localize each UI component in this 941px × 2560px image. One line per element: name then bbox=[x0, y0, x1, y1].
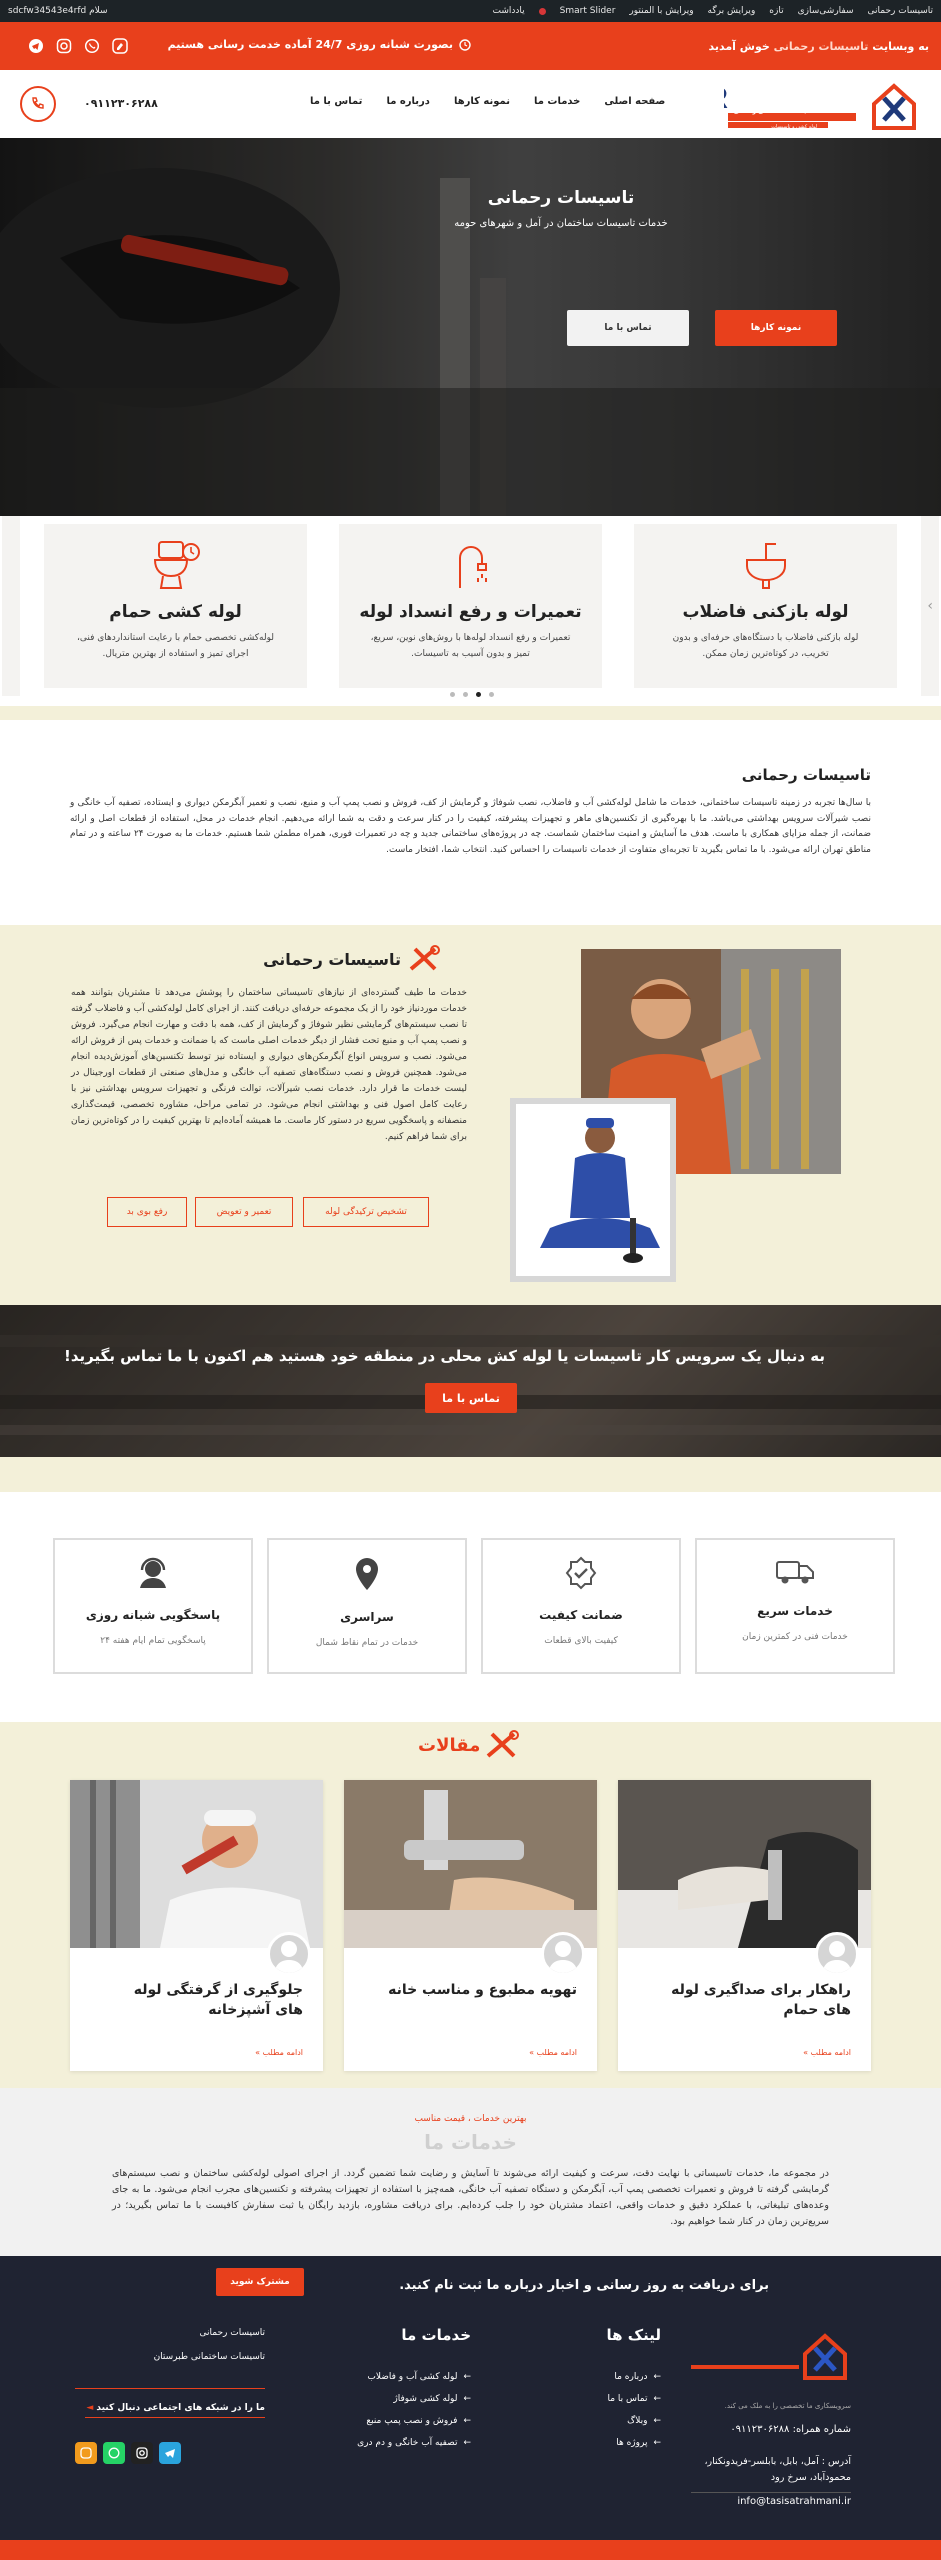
about-title: تاسیسات رحمانی bbox=[741, 766, 871, 784]
faucet-icon bbox=[448, 538, 494, 590]
article-title[interactable]: جلوگیری از گرفتگی لوله های آشپزخانه bbox=[133, 1982, 303, 2018]
carousel-edge bbox=[2, 516, 20, 696]
service-hours: بصورت شبانه روزی 24/7 آماده خدمت رسانی هستیم bbox=[168, 38, 471, 51]
cta-background-image bbox=[0, 1305, 941, 1457]
author-avatar bbox=[541, 1932, 585, 1976]
eitaa-icon[interactable] bbox=[75, 2442, 97, 2464]
truck-icon bbox=[775, 1556, 815, 1586]
location-pin-icon bbox=[353, 1556, 381, 1592]
footer-service-link[interactable]: ←تصفیه آب خانگی و دم دری bbox=[357, 2438, 471, 2448]
service-desc: لوله بازکنی فاضلاب با دستگاه‌های حرفه‌ای و بدون تخریب، در کوتاه‌ترین زمان ممکن. bbox=[672, 633, 859, 659]
carousel-dot[interactable] bbox=[463, 692, 468, 697]
footer-link[interactable]: ←وبلاگ bbox=[627, 2416, 661, 2426]
tag-button[interactable]: تشخیص ترکیدگی لوله bbox=[303, 1197, 429, 1227]
section-divider bbox=[0, 706, 941, 720]
feature-box bbox=[481, 1538, 681, 1674]
feature-box-title: پاسخگویی شبانه روزی bbox=[85, 1608, 221, 1622]
newsletter-bar bbox=[0, 2256, 941, 2318]
top-bar bbox=[0, 22, 941, 70]
feature-text: خدمات ما طیف گسترده‌ای از نیازهای تاسیساتی ساختمان را پوشش می‌دهد تا مشتریان بتوانند همه خدمات موردنیاز خود را از یک مجموعه حرفه‌ای دریافت کنند. از اجرای کامل لوله‌کشی آب و فاضلاب گرفته تا نصب سیستم‌های گرمایشی نظیر شوفاژ و گرمایش از کف، همه با دقت و مهارت انجام می‌گیرد. فروش و نصب پمپ آب و منبع تحت فشار از دیگر خدمات اصلی ماست که با ضمانت و خدمات پس از فروش ارائه می‌شود. نصب و سرویس انواع آبگرمکن‌های دیواری و ایستاده نیز توسط تکنسین‌های آموزش‌دیده انجام می‌شود. همچنین فروش و نصب دستگاه‌های تصفیه آب خانگی و مدل‌های صنعتی از قطعات اورجینال در لیست خدمات ما قرار دارد. خدمات نصب شیرآلات، توالت فرنگی و تجهیزات سرویس بهداشتی نیز با رعایت کامل اصول فنی و بهداشتی انجام می‌شود. در تمامی مراحل، مشاوره تخصصی، قیمت‌گذاری منصفانه و پاسخگویی سریع در دستور کار ماست. ما همیشه آماده‌ایم تا بهترین کیفیت را در کوتاه‌ترین زمان برای شما فراهم کنیم. bbox=[71, 988, 467, 1142]
article-card[interactable] bbox=[618, 1780, 871, 2071]
newsletter-text: برای دریافت به روز رسانی و اخبار درباره ما ثبت نام کنید. bbox=[399, 2278, 769, 2293]
article-card[interactable] bbox=[344, 1780, 597, 2071]
read-more-link[interactable]: ادامه مطلب » bbox=[803, 2048, 851, 2057]
whatsapp-icon[interactable] bbox=[84, 38, 100, 54]
footer-social bbox=[75, 2442, 265, 2464]
service-title: لوله بازکنی فاضلاب bbox=[682, 602, 849, 622]
wp-menu-item[interactable]: تاسیسات رحمانی bbox=[867, 6, 933, 16]
support-agent-icon bbox=[136, 1556, 170, 1590]
service-card[interactable] bbox=[339, 524, 602, 688]
footer-links-column bbox=[541, 2326, 661, 2460]
carousel-dot[interactable] bbox=[489, 692, 494, 697]
hero-portfolio-button[interactable]: نمونه کارها bbox=[715, 310, 837, 346]
feature-box bbox=[53, 1538, 253, 1674]
telegram-icon[interactable] bbox=[159, 2442, 181, 2464]
wp-menu-item[interactable]: یادداشت bbox=[492, 6, 525, 16]
quality-badge-icon bbox=[564, 1556, 598, 1590]
services-carousel bbox=[0, 516, 941, 706]
instagram-icon[interactable] bbox=[131, 2442, 153, 2464]
nav-about[interactable]: درباره ما bbox=[386, 96, 430, 107]
feature-box-desc: خدمات در تمام نقاط شمال bbox=[315, 1638, 419, 1648]
service-desc: لوله‌کشی تخصصی حمام با رعایت استانداردهای فنی، اجرای تمیز و استفاده از بهترین متریال. bbox=[76, 633, 275, 659]
cta-title: به دنبال یک سرویس کار تاسیسات یا لوله کش محلی در منطقه خود هستید هم اکنون با ما تماس بگیرید! bbox=[64, 1347, 825, 1365]
carousel-next-icon[interactable]: › bbox=[927, 598, 933, 614]
social-links bbox=[28, 38, 128, 54]
nav-portfolio[interactable]: نمونه کارها bbox=[453, 96, 510, 107]
telegram-icon[interactable] bbox=[28, 38, 44, 54]
editor-icon[interactable] bbox=[112, 38, 128, 54]
wp-menu-item[interactable]: سفارشی‌سازی bbox=[797, 6, 854, 16]
services-title: خدمات ما bbox=[424, 2130, 517, 2154]
whatsapp-icon[interactable] bbox=[103, 2442, 125, 2464]
service-title: تعمیرات و رفع انسداد لوله bbox=[359, 602, 582, 622]
feature-box-title: خدمات سریع bbox=[757, 1604, 833, 1618]
footer-phone[interactable]: شماره همراه: ۰۹۱۱۲۳۰۶۲۸۸ bbox=[730, 2424, 851, 2435]
welcome-text: به وبسایت تاسیسات رحمانی خوش آمدید bbox=[708, 39, 929, 53]
tag-button[interactable]: تعمیر و تعویض bbox=[195, 1197, 293, 1227]
footer-email[interactable]: info@tasisatrahmani.ir bbox=[737, 2496, 851, 2507]
tools-icon bbox=[484, 1730, 522, 1760]
footer-service-link[interactable]: ←فروش و نصب پمپ منبع bbox=[366, 2416, 471, 2426]
footer-link[interactable]: ←پروژه ها bbox=[616, 2438, 661, 2448]
footer-links-title: لینک ها bbox=[606, 2326, 661, 2344]
feature-box bbox=[695, 1538, 895, 1674]
service-card[interactable] bbox=[634, 524, 897, 688]
cta-contact-button[interactable]: تماس با ما bbox=[425, 1383, 517, 1413]
articles-section bbox=[0, 1722, 941, 2088]
site-header bbox=[0, 70, 941, 138]
article-title[interactable]: تهویه مطبوع و مناسب خانه bbox=[388, 1982, 577, 1998]
nav-contact[interactable]: تماس با ما bbox=[310, 96, 363, 107]
admin-user[interactable]: سلام sdcfw34543e4rfd bbox=[8, 6, 108, 16]
main-nav bbox=[310, 96, 665, 107]
status-dot-icon bbox=[539, 8, 546, 15]
footer-divider bbox=[85, 2417, 265, 2418]
tools-icon bbox=[407, 945, 441, 973]
footer-service-link[interactable]: ←لوله کشی آب و فاضلاب bbox=[367, 2372, 471, 2382]
nav-services[interactable]: خدمات ما bbox=[533, 96, 581, 107]
footer-services-column bbox=[321, 2326, 471, 2460]
svg-text:PLUMER bbox=[724, 82, 728, 115]
wp-menu-item[interactable]: تازه bbox=[769, 6, 784, 16]
article-image bbox=[618, 1780, 871, 1948]
service-card[interactable] bbox=[44, 524, 307, 688]
wp-menu-item[interactable]: ویرایش برگه bbox=[707, 6, 756, 16]
feature-box bbox=[267, 1538, 467, 1674]
hero-subtitle: خدمات تاسیسات ساختمان در آمل و شهرهای حومه bbox=[454, 218, 668, 229]
services-intro bbox=[0, 2088, 941, 2256]
feature-box-desc: پاسخگویی تمام ایام هفته ۲۴ bbox=[100, 1636, 206, 1646]
brand-logo[interactable] bbox=[724, 76, 919, 132]
footer-about: سرویسکاری ما تخصصی را به ملک می کند. bbox=[724, 2402, 851, 2410]
feature-boxes bbox=[0, 1492, 941, 1722]
carousel-dot[interactable] bbox=[450, 692, 455, 697]
carousel-dot[interactable] bbox=[476, 692, 481, 697]
read-more-link[interactable]: ادامه مطلب » bbox=[529, 2048, 577, 2057]
tag-button[interactable]: رفع بوی بد bbox=[107, 1197, 187, 1227]
logo-tagline-2: لوله کشی و تاسیسات bbox=[771, 124, 817, 130]
plumber-sitting-photo bbox=[510, 1098, 676, 1282]
header-phone[interactable]: ۰۹۱۱۲۳۰۶۲۸۸ bbox=[84, 97, 158, 110]
article-image bbox=[70, 1780, 323, 1948]
about-text: با سال‌ها تجربه در زمینه تاسیسات ساختمانی، خدمات ما شامل لوله‌کشی آب و فاضلاب، نصب شوفاژ و گرمایش از کف، فروش و نصب پمپ آب و منبع، نصب و تعمیر آبگرمکن دیواری و ایستاده، تصفیه آب خانگی و نصب شیرآلات سرویس بهداشتی می‌باشد. ما با بهره‌گیری از تکنسین‌های ماهر و تجهیزات پیشرفته، کیفیت را در کنار سرعت و دقت به شما ارائه می‌دهیم. انجام خدمات در محل، استفاده از قطعات اصل و ارائه ضمانت، از جمله مزایای همکاری با ماست. هدف ما آسایش و امنیت ساختمان شماست. چه در پروژه‌های ساختمانی جدید و چه در تعمیرات فوری، همراه مطمئن شما هستیم. خدمات ما به صورت ۲۴ ساعته و در تمام مناطق تهران ارائه می‌شود. با ما تماس بگیرید تا تجربه‌ای متفاوت از خدمات تاسیسات را احساس کنید. انتخاب شما، افتخار ماست. bbox=[70, 798, 871, 855]
footer-link[interactable]: ←تماس با ما bbox=[607, 2394, 661, 2404]
footer-bottom-bar bbox=[0, 2540, 941, 2560]
cta-banner bbox=[0, 1305, 941, 1457]
service-title: لوله کشی حمام bbox=[109, 602, 242, 622]
wp-menu-item[interactable]: ویرایش با المنتور bbox=[629, 6, 694, 16]
footer-info-column bbox=[75, 2328, 265, 2464]
hero-contact-button[interactable]: تماس با ما bbox=[567, 310, 689, 346]
phone-call-icon[interactable] bbox=[20, 86, 56, 122]
feature-title: تاسیسات رحمانی bbox=[263, 945, 441, 973]
admin-bar bbox=[0, 0, 941, 22]
footer-info: تاسیسات ساختمانی طبرستان bbox=[153, 2352, 265, 2362]
feature-box-title: سراسری bbox=[340, 1610, 394, 1624]
article-card[interactable] bbox=[70, 1780, 323, 2071]
services-text: در مجموعه ما، خدمات تاسیساتی با نهایت دقت، سرعت و کیفیت ارائه می‌شوند تا آسایش و رضایت شما تضمین گردد. از اجرای اصولی لوله‌کشی ساختمان و نصب سیستم‌های گرمایشی گرفته تا فروش و تعمیرات تخصصی پمپ آب، آبگرمکن و دستگاه تصفیه آب خانگی، همه‌چیز با استفاده از تجهیزات پیشرفته و تکنسین‌های مجرب انجام می‌شود. ما به جای وعده‌های تبلیغاتی، با عملکرد دقیق و خدمات واقعی، اعتماد مشتریان خود را جلب کرده‌ایم. برای دریافت مشاوره، بازدید رایگان یا ثبت سفارش کافیست با ما تماس بگیرید؛ در سریع‌ترین زمان در کنار شما خواهیم بود. bbox=[112, 2168, 829, 2227]
hero-slider bbox=[0, 138, 941, 516]
read-more-link[interactable]: ادامه مطلب » bbox=[255, 2048, 303, 2057]
feature-box-desc: خدمات فنی در کمترین زمان bbox=[742, 1632, 848, 1642]
article-image bbox=[344, 1780, 597, 1948]
footer-service-link[interactable]: ←لوله کشی شوفاژ bbox=[393, 2394, 471, 2404]
footer-info: تاسیسات رحمانی bbox=[199, 2328, 265, 2338]
services-subtitle: بهترین خدمات ، قیمت مناسب bbox=[414, 2114, 527, 2124]
hero-content bbox=[421, 188, 701, 229]
subscribe-button[interactable]: مشترک شوید bbox=[216, 2268, 304, 2296]
footer-services-title: خدمات ما bbox=[401, 2326, 471, 2344]
wp-menu-item[interactable]: Smart Slider bbox=[559, 6, 616, 16]
footer-divider bbox=[691, 2492, 851, 2493]
hero-title: تاسیسات رحمانی bbox=[487, 188, 635, 208]
article-title[interactable]: راهکار برای صداگیری لوله های حمام bbox=[671, 1982, 851, 2018]
about-section bbox=[0, 720, 941, 918]
nav-home[interactable]: صفحه اصلی bbox=[604, 96, 666, 107]
footer-link[interactable]: ←درباره ما bbox=[614, 2372, 661, 2382]
site-footer bbox=[0, 2318, 941, 2540]
articles-heading: مقالات bbox=[418, 1730, 522, 1760]
service-desc: تعمیرات و رفع انسداد لوله‌ها با روش‌های نوین، سریع، تمیز و بدون آسیب به تاسیسات. bbox=[370, 633, 571, 659]
footer-logo[interactable] bbox=[691, 2326, 851, 2386]
logo-tagline: تاسیسات ساختمانی رحمانی bbox=[733, 108, 817, 115]
toilet-icon bbox=[151, 538, 201, 590]
feature-box-title: ضمانت کیفیت bbox=[539, 1608, 623, 1622]
section-divider bbox=[0, 1457, 941, 1492]
instagram-icon[interactable] bbox=[56, 38, 72, 54]
footer-divider bbox=[75, 2388, 265, 2389]
feature-section bbox=[0, 925, 941, 1305]
footer-address: آدرس : آمل، بابل، بابلسر-فریدونکنار، محمودآباد، سرخ رود bbox=[704, 2456, 851, 2483]
clock-icon bbox=[459, 39, 471, 51]
social-follow-text: ما را در شبکه های اجتماعی دنبال کنید ◄ bbox=[86, 2403, 265, 2413]
logo-mark bbox=[724, 76, 919, 132]
carousel-dots bbox=[450, 692, 494, 697]
author-avatar bbox=[267, 1932, 311, 1976]
feature-box-desc: کیفیت بالای قطعات bbox=[544, 1636, 618, 1646]
author-avatar bbox=[815, 1932, 859, 1976]
sink-icon bbox=[743, 538, 789, 590]
